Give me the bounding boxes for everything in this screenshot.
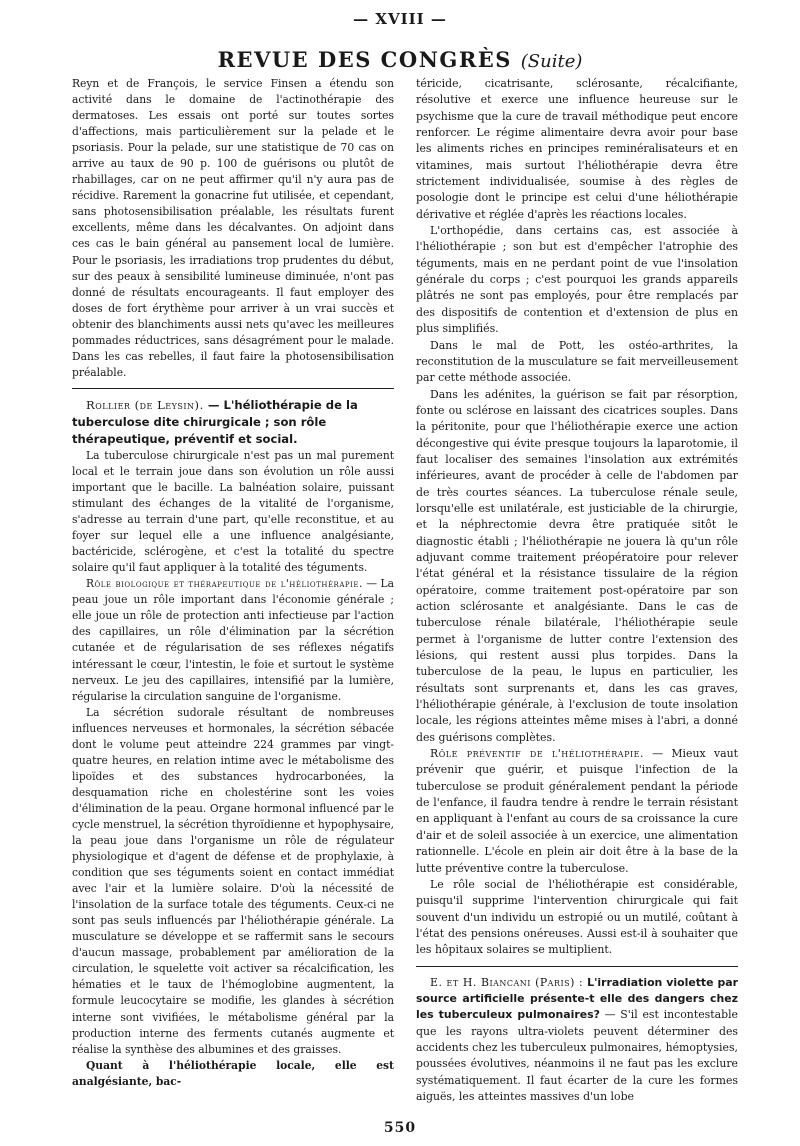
left-paragraph-1: Reyn et de François, le service Finsen a étendu son activité dans le domaine de l'actinothérapie des dermatoses. Les essais ont porté sur toutes sortes d'affections, mais particulièrement sur la pelade et le psoriasis. Pour la pelade, sur une statistique de 70 cas on arrive au taux de 90 p. 100 de guérisons ou plutôt de rhabillages, car on ne peut affirmer qu'il n'y aura pas de récidive. Rarement la gonacrine fut utilisée, et cependant, sans photosensibilisation préalable, les résultats furent excellents, même dans les décalvantes. On adjoint dans ces cas le bain général au pansement local de lumière. Pour le psoriasis, les irradiations trop prudentes du début, sur des peaux à sensibilité lumineuse diminuée, n'ont pas donné de résultats encourageants. Il faut employer des doses de fort érythème pour arriver à un vrai succès et obtenir des blanchiments aussi nets qu'avec les meilleures pommades réductrices, sans désagrément pour le malade. Dans les cas rebelles, il faut faire la photosensibilisation préalable. xyxy=(72,77,394,379)
section-suite: (Suite) xyxy=(520,51,583,72)
page-number: 550 xyxy=(383,1120,417,1136)
article-heading xyxy=(72,397,394,448)
folio: — XVIII — xyxy=(353,10,447,28)
right-paragraph-1: téricide, cicatrisante, sclérosante, récalcifiante, résolutive et exerce une influence heureuse sur le psychisme que la cure de travail méthodique peut encore renforcer. Le régime alimentaire devra avoir pour base les aliments riches en principes reminéralisateurs et en vitamines, mais surtout l'héliothérapie devra être strictement individualisée, soumise à des règles de posologie dont le principe est celui d'une héliothérapie dérivative et réglée d'après les réactions locales. xyxy=(416,77,738,221)
right-paragraph-3: Dans le mal de Pott, les ostéo-arthrites, la reconstitution de la musculature se fait merveilleusement par cette méthode associée. xyxy=(416,338,738,385)
article2-author: E. et H. Biancani (Paris) : xyxy=(430,975,584,989)
subsection-lead-preventif: Rôle préventif de l'héliothérapie. xyxy=(430,747,644,761)
section-header xyxy=(0,47,800,72)
right-column xyxy=(416,76,738,1105)
article-author: Rollier (de Leysin). xyxy=(86,397,204,412)
article-divider xyxy=(72,388,394,389)
right-paragraph-6: Le rôle social de l'héliothérapie est considérable, puisqu'il supprime l'intervention chirurgicale qui fait souvent d'un individu un estropié ou un mutilé, coûtant à l'état des pensions onéreuses. Aussi est-il à souhaiter que les hôpitaux solaires se multiplient. xyxy=(416,877,738,957)
right-paragraph-5 xyxy=(416,746,738,877)
section-title: REVUE DES CONGRÈS xyxy=(217,47,512,72)
left-paragraph-2: La tuberculose chirurgicale n'est pas un mal purement local et le terrain joue dans son évolution un rôle aussi important que le bacille. La balnéation solaire, puissant stimulant des échanges de la vitalité de l'organisme, s'adresse au terrain d'une part, qu'elle reconstitue, et au foyer sur lequel elle a une influence analgésiante, bactéricide, sclérogène, et c'est la totalité du spectre solaire qu'il faut appliquer à la totalité des téguments. xyxy=(72,448,394,575)
left-paragraph-4: La sécrétion sudorale résultant de nombreuses influences nerveuses et hormonales, la sécrétion sébacée dont le volume peut atteindre 224 grammes par vingt-quatre heures, en relation intime avec le métabolisme des lipoïdes et des substances hydrocarbonées, la desquamation riche en cholestérine sont les voies d'élimination de la peau. Organe hormonal influencé par le cycle menstruel, la sécrétion thyroïdienne et hypophysaire, la peau joue dans l'organisme un rôle de régulateur physiologique et d'agent de défense et de prophylaxie, à condition que ses téguments soient en contact immédiat avec l'air et la lumière solaire. D'où la nécessité de l'insolation de la surface totale des téguments. Ceux-ci ne sont pas seuls influencés par l'héliothérapie générale. La musculature se développe et se raffermit sans le secours d'aucun massage, probablement par amélioration de la circulation, le squelette voit activer sa récalcification, les hématies et le taux de l'hémoglobine augmentent, la formule leucocytaire se modifie, les glandes à sécrétion interne sont vivifiées, le métabolisme général par la production interne des ferments cutanés augmente et réalise la synthèse des albumines et des graisses. xyxy=(72,705,394,1056)
article-title: — L'héliothérapie de la tuberculose dite chirurgicale ; son rôle thérapeutique, préventif et social. xyxy=(72,397,358,446)
right-paragraph-2: L'orthopédie, dans certains cas, est associée à l'héliothérapie ; son but est d'empêcher l'atrophie des téguments, mais en ne perdant point de vue l'insolation générale du corps ; c'est pourquoi les grands appareils plâtrés ne sont pas employés, pour être remplacés par des dispositifs de contention et d'extension de plus en plus simplifiés. xyxy=(416,224,738,336)
right-paragraph-5-text: — Mieux vaut prévenir que guérir, et puisque l'infection de la tuberculose se produit généralement pendant la période de l'enfance, il faudra tendre à rendre le terrain résistant en appliquant à l'enfant au cours de sa croissance la cure d'air et de soleil associée à un exercice, une alimentation rationnelle. L'école en plein air doit être à la base de la lutte préventive contre la tuberculose. xyxy=(416,747,738,875)
left-paragraph-3-text: — La peau joue un rôle important dans l'économie générale ; elle joue un rôle de protection anti infectieuse par l'action des capillaires, un rôle d'élimination par la sécrétion cutanée et de régularisation de ses réflexes négatifs intéressant le cœur, l'intestin, le foie et surtout le système nerveux. Le jeu des capillaires, intensifié par la lumière, régularise la circulation sanguine de l'organisme. xyxy=(72,577,395,703)
article-divider-2 xyxy=(416,966,738,967)
article2-text: — S'il est incontestable que les rayons ultra-violets peuvent déterminer des accidents chez les tuberculeux pulmonaires, hémoptysies, poussées évolutives, néanmoins il ne faut pas les exclure systématiquement. Il faut écarter de la cure les formes aiguës, les atteintes massives d'un lobe xyxy=(416,1008,738,1103)
left-paragraph-5: Quant à l'héliothérapie locale, elle est analgésiante, bac- xyxy=(72,1058,394,1088)
subsection-lead-biologique: Rôle biologique et thérapeutique de l'héliothérapie. xyxy=(86,577,363,591)
left-column xyxy=(72,76,394,1090)
right-paragraph-4: Dans les adénites, la guérison se fait par résorption, fonte ou sclérose en laissant des cicatrices souples. Dans la péritonite, pour que l'héliothérapie exerce une action décongestive qui évite presque toujours la laparotomie, il faut localiser des semaines l'insolation aux extrémités inférieures, avant de procéder à celle de l'abdomen par de très courtes séances. La tuberculose rénale seule, lorsqu'elle est unilatérale, est justiciable de la chirurgie, et la néphrectomie devra être pratiquée sitôt le diagnostic établi ; l'héliothérapie ne jouera là qu'un rôle adjuvant comme traitement préopératoire pour relever l'état général et la résistance tissulaire de la région opératoire, comme traitement post-opératoire par son action sclérosante et analgésiante. Dans le cas de tuberculose rénale bilatérale, l'héliothérapie seule permet à l'organisme de lutter contre l'extension des lésions, qui restent aussi plus torpides. Dans la tuberculose de la peau, le lupus en particulier, les résultats sont surprenants et, dans les cas graves, l'héliothérapie générale, à l'exclusion de toute insolation locale, les régions atteintes même mises à l'abri, a donné des guérisons complètes. xyxy=(416,387,738,744)
article2-block xyxy=(416,975,738,1106)
article2-title: L'irradiation violette par source artificielle présente-t elle des dangers chez les tuberculeux pulmonaires? xyxy=(416,975,738,1022)
left-paragraph-3 xyxy=(72,576,394,704)
